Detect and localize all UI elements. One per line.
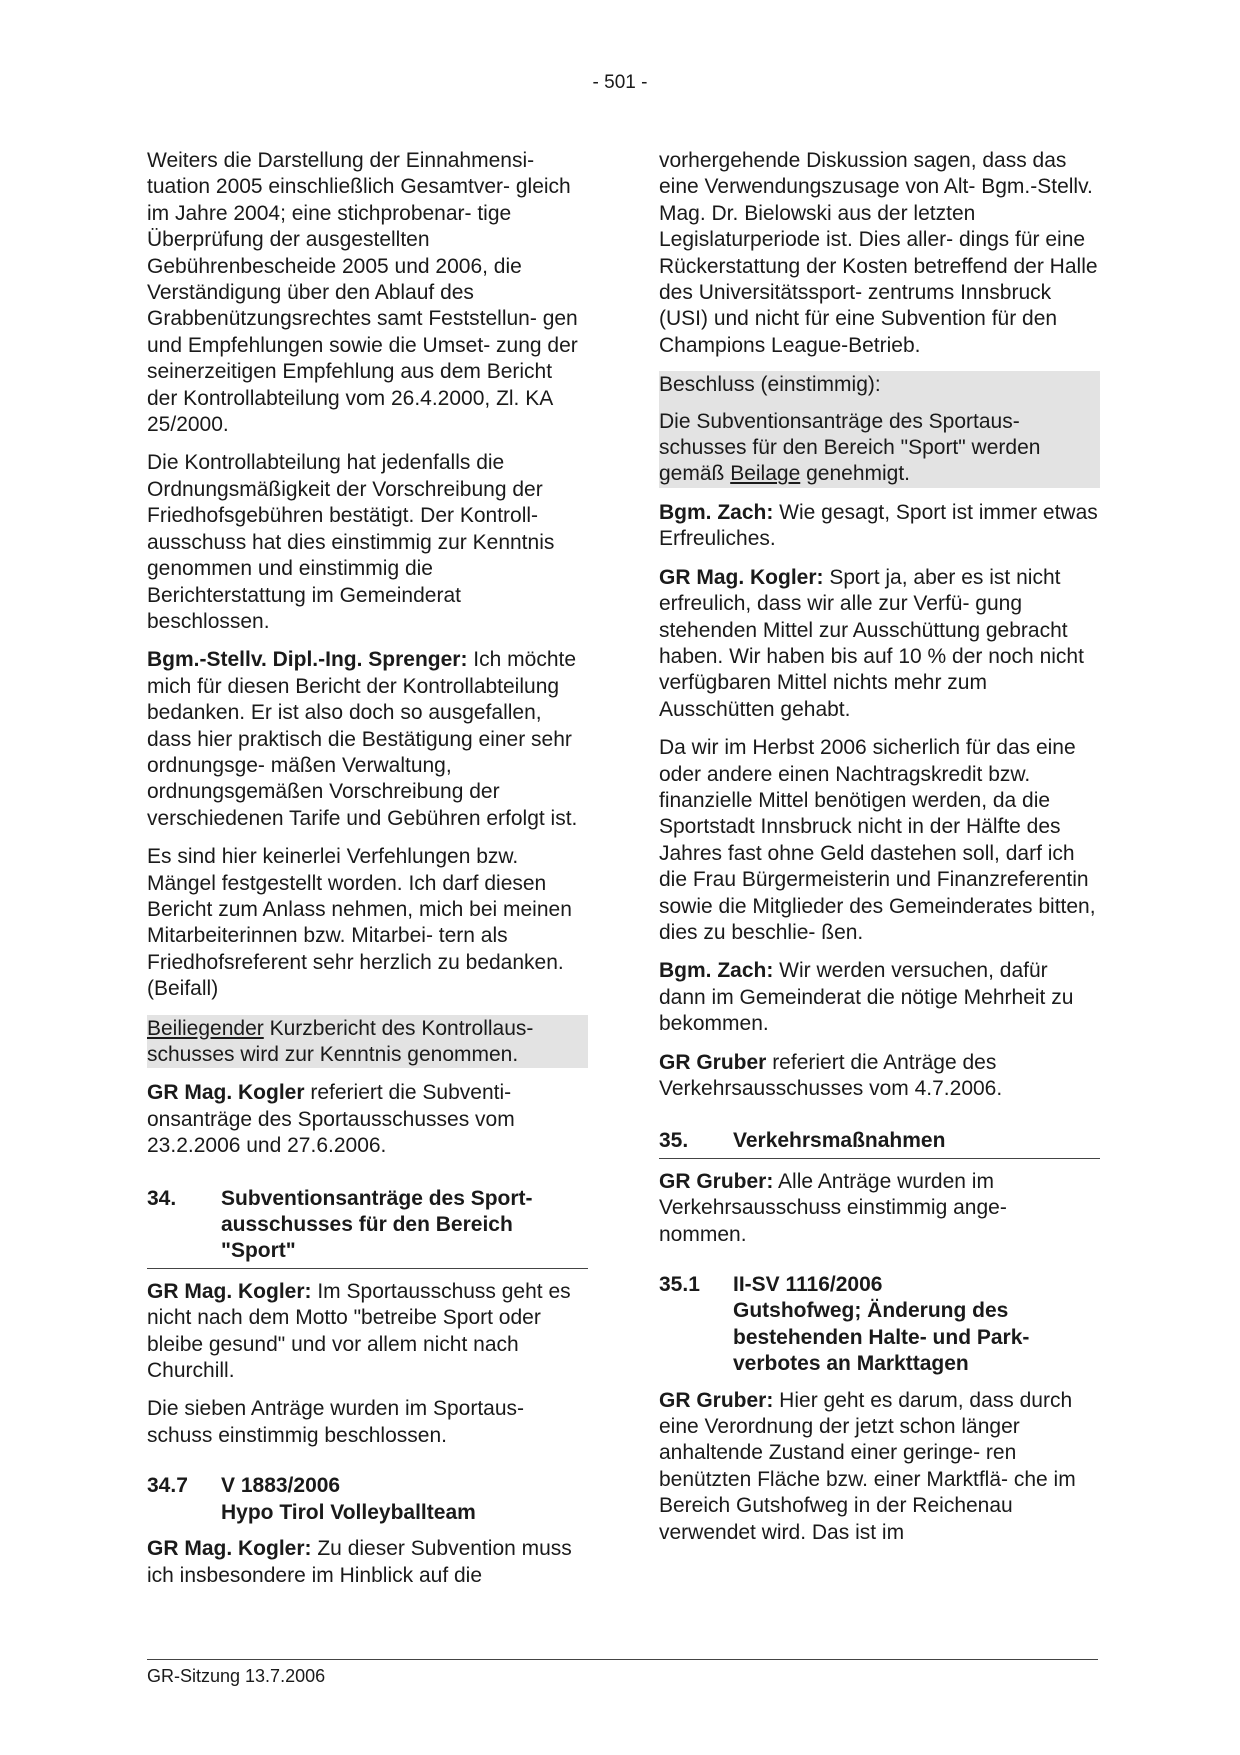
speaker-name: Bgm. Zach:	[659, 959, 774, 983]
speech-text: Im Sportausschuss geht es nicht nach dem Motto "betreibe Sport oder bleibe gesund" und vor allem nicht nach Churchill.	[147, 1279, 571, 1383]
paragraph	[659, 1169, 1100, 1248]
subsection-title: Gutshofweg; Änderung des bestehenden Halte- und Park- verbotes an Markttagen	[733, 1299, 1030, 1376]
paragraph	[659, 1050, 1100, 1103]
paragraph: Die Kontrollabteilung hat jedenfalls die Ordnungsmäßigkeit der Vorschreibung der Friedhofsgebühren bestätigt. Der Kontroll- ausschuss hat dies einstimmig zur Kenntnis genommen und einstimmig die Berichterstattung im Gemeinderat beschlossen.	[147, 451, 555, 633]
resolution-title: Beschluss (einstimmig):	[659, 373, 881, 397]
subsection-number: 35.1	[659, 1273, 700, 1297]
speech-text: Alle Anträge wurden im Verkehrsausschuss einstimmig ange- nommen.	[659, 1169, 1007, 1246]
subsection-title: Hypo Tirol Volleyballteam	[221, 1500, 476, 1524]
resolution-text: Die Subventionsanträge des Sportaus- schusses für den Bereich "Sport" werden gemäß	[659, 409, 1041, 486]
section-heading-35	[659, 1128, 1100, 1158]
paragraph: Weiters die Darstellung der Einnahmensi- tuation 2005 einschließlich Gesamtver- gleich im Jahre 2004; eine stichprobenar- tige Überprüfung der ausgestellten Gebührenbescheide 2005 und 2006, die Verständigung über den Ablauf des Grabbenützungsrechtes samt Feststellun- gen und Empfehlungen sowie die Umset- zung der seinerzeitigen Empfehlung aus dem Bericht der Kontrollabteilung vom 26.4.2000, Zl. KA 25/2000.	[147, 149, 578, 437]
resolution-text: Kurzbericht des Kontrollaus- schusses wird zur Kenntnis genommen.	[147, 1016, 534, 1066]
speaker-name: Bgm.-Stellv. Dipl.-Ing. Sprenger:	[147, 648, 468, 672]
resolution-box	[659, 371, 1100, 488]
speech-text: Ich möchte mich für diesen Bericht der Kontrollabteilung bedanken. Er ist also doch so ausgefallen, dass hier praktisch die Bestätigung einer sehr ordnungsge- mäßen Verwaltung, ordnungsgemäßen Vorschreibung der verschiedenen Tarife und Gebühren erfolgt ist.	[147, 648, 578, 830]
footer-session-date: GR-Sitzung 13.7.2006	[147, 1666, 326, 1686]
paragraph	[147, 1279, 588, 1385]
speech-text: Wie gesagt, Sport ist immer etwas Erfreuliches.	[659, 500, 1098, 551]
attachment-link[interactable]: Beilage	[730, 462, 801, 486]
paragraph	[659, 1388, 1100, 1546]
speaker-name: GR Mag. Kogler:	[147, 1279, 312, 1303]
subsection-id: II-SV 1116/2006	[733, 1273, 883, 1297]
speech-text: Sport ja, aber es ist nicht erfreulich, dass wir alle zur Verfü- gung stehenden Mittel zur Ausschüttung gebracht haben. Wir haben bis auf 10 % der noch nicht verfügbaren Mittel nichts mehr zum Ausschütten gehabt.	[659, 565, 1084, 721]
paragraph	[147, 647, 588, 832]
footer-divider	[147, 1659, 1098, 1660]
speaker-name: GR Mag. Kogler	[147, 1081, 305, 1105]
speaker-name: GR Gruber:	[659, 1169, 774, 1193]
right-column	[659, 148, 1100, 1558]
subsection-id: V 1883/2006	[221, 1474, 341, 1498]
section-title: Subventionsanträge des Sport- ausschusses für den Bereich "Sport"	[221, 1186, 533, 1263]
speaker-name: GR Mag. Kogler:	[147, 1537, 312, 1561]
speaker-name: GR Gruber	[659, 1050, 767, 1074]
paragraph: Es sind hier keinerlei Verfehlungen bzw. Mängel festgestellt worden. Ich darf diesen Bericht zum Anlass nehmen, mich bei meinen Mitarbeiterinnen bzw. Mitarbei- tern als Friedhofsreferent sehr herzlich zu bedanken. (Beifall)	[147, 845, 572, 1001]
speaker-name: GR Gruber:	[659, 1388, 774, 1412]
resolution-text: genehmigt.	[800, 462, 911, 486]
resolution-box	[147, 1015, 588, 1069]
speech-text: referiert die Anträge des Verkehrsausschusses vom 4.7.2006.	[659, 1050, 1003, 1100]
paragraph	[659, 958, 1100, 1037]
speech-text: Wir werden versuchen, dafür dann im Gemeinderat die nötige Mehrheit zu bekommen.	[659, 959, 1074, 1036]
left-column	[147, 148, 588, 1601]
speaker-name: Bgm. Zach:	[659, 500, 774, 524]
paragraph	[659, 565, 1100, 723]
section-title: Verkehrsmaßnahmen	[733, 1129, 946, 1153]
subsection-heading-35-1	[659, 1272, 1100, 1378]
paragraph	[147, 1080, 588, 1159]
section-heading-34	[147, 1186, 588, 1269]
subsection-heading-34-7	[147, 1473, 588, 1526]
page-number: - 501 -	[592, 72, 648, 93]
paragraph	[659, 500, 1100, 553]
attachment-link[interactable]: Beiliegender	[147, 1016, 264, 1040]
paragraph: vorhergehende Diskussion sagen, dass das eine Verwendungszusage von Alt- Bgm.-Stellv. Mag. Dr. Bielowski aus der letzten Legislaturperiode ist. Dies aller- dings für eine Rückerstattung der Kosten betreffend der Halle des Universitätssport- zentrums Innsbruck (USI) und nicht für eine Subvention für den Champions League-Betrieb.	[659, 149, 1098, 357]
speech-text: Zu dieser Subvention muss ich insbesondere im Hinblick auf die	[147, 1537, 572, 1587]
speaker-name: GR Mag. Kogler:	[659, 565, 824, 589]
section-number: 35.	[659, 1129, 689, 1153]
speech-text: referiert die Subventi- onsanträge des Sportausschusses vom 23.2.2006 und 27.6.2006.	[147, 1081, 515, 1158]
subsection-number: 34.7	[147, 1474, 188, 1498]
section-number: 34.	[147, 1186, 177, 1210]
paragraph: Die sieben Anträge wurden im Sportaus- schuss einstimmig beschlossen.	[147, 1397, 525, 1447]
paragraph: Da wir im Herbst 2006 sicherlich für das eine oder andere einen Nachtragskredit bzw. finanzielle Mittel benötigen werden, da die Sportstadt Innsbruck nicht in der Hälfte des Jahres fast ohne Geld dastehen soll, darf ich die Frau Bürgermeisterin und Finanzreferentin sowie die Mitglieder des Gemeinderates bitten, dies zu beschlie- ßen.	[659, 736, 1096, 944]
paragraph	[147, 1536, 588, 1589]
speech-text: Hier geht es darum, dass durch eine Verordnung der jetzt schon länger anhaltende Zustand einer geringe- ren benützten Fläche bzw. einer Marktflä- che im Bereich Gutshofweg in der Reichenau verwendet wird. Das ist im	[659, 1388, 1076, 1544]
